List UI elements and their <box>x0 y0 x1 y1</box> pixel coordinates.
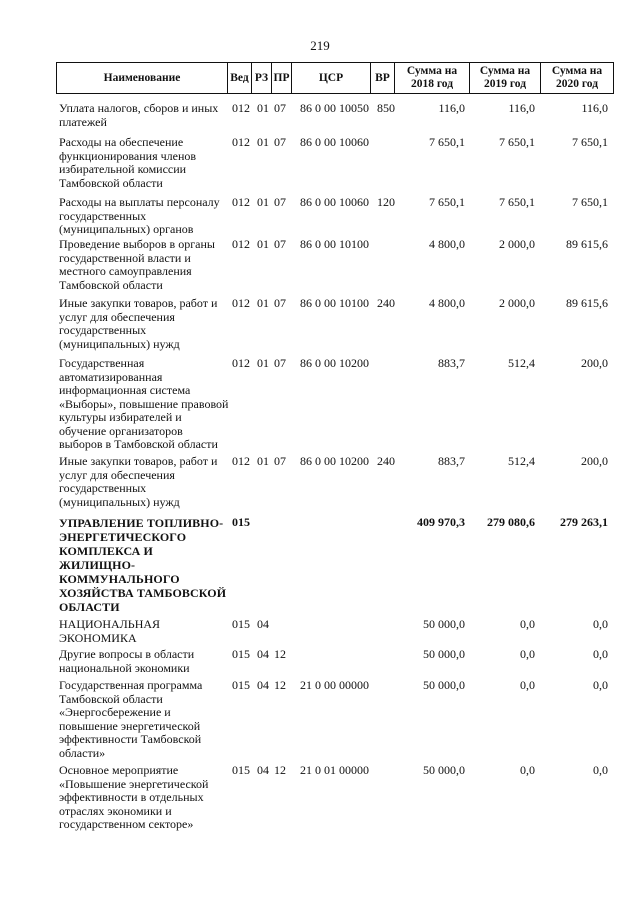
cell-csr: 21 0 00 00000 <box>300 678 369 692</box>
cell-ved: 012 <box>232 356 250 370</box>
cell-pr: 07 <box>274 454 286 468</box>
header-ved: Вед <box>228 63 252 93</box>
cell-pr: 12 <box>274 678 286 692</box>
cell-sum-2020: 0,0 <box>593 617 608 631</box>
table-header <box>56 62 614 94</box>
cell-name: УПРАВЛЕНИЕ ТОПЛИВНО-ЭНЕРГЕТИЧЕСКОГО КОМПЛЕКСА И ЖИЛИЩНО-КОММУНАЛЬНОГО ХОЗЯЙСТВА ТАМБОВСКОЙ ОБЛАСТИ <box>59 516 227 614</box>
cell-pr: 07 <box>274 296 286 310</box>
cell-ved: 015 <box>232 515 250 529</box>
cell-sum-2018: 50 000,0 <box>423 617 465 631</box>
cell-sum-2020: 0,0 <box>593 678 608 692</box>
cell-sum-2019: 7 650,1 <box>499 195 535 209</box>
cell-rz: 01 <box>257 454 269 468</box>
cell-rz: 04 <box>257 763 269 777</box>
cell-sum-2020: 7 650,1 <box>572 195 608 209</box>
cell-ved: 012 <box>232 237 250 251</box>
cell-sum-2020: 7 650,1 <box>572 135 608 149</box>
cell-rz: 01 <box>257 296 269 310</box>
page-number: 219 <box>310 38 330 53</box>
cell-rz: 01 <box>257 195 269 209</box>
cell-sum-2020: 200,0 <box>581 356 608 370</box>
cell-sum-2018: 7 650,1 <box>429 135 465 149</box>
cell-sum-2018: 4 800,0 <box>429 237 465 251</box>
cell-sum-2020: 200,0 <box>581 454 608 468</box>
header-rz: РЗ <box>252 63 272 93</box>
header-sum-2018: Сумма на 2018 год <box>395 63 470 93</box>
cell-sum-2020: 89 615,6 <box>566 296 608 310</box>
header-vr: ВР <box>371 63 395 93</box>
header-name: Наименование <box>57 63 228 93</box>
cell-name: Расходы на выплаты персоналу государственных (муниципальных) органов <box>59 195 220 236</box>
cell-sum-2020: 89 615,6 <box>566 237 608 251</box>
cell-sum-2020: 0,0 <box>593 763 608 777</box>
cell-ved: 015 <box>232 678 250 692</box>
cell-sum-2018: 4 800,0 <box>429 296 465 310</box>
cell-vr: 120 <box>377 195 395 209</box>
cell-sum-2018: 883,7 <box>438 454 465 468</box>
header-sum-2020: Сумма на 2020 год <box>551 65 603 90</box>
cell-csr: 86 0 00 10100 <box>300 237 369 251</box>
cell-name: Государственная автоматизированная информационная система «Выборы», повышение правовой культуры избирателей и обучение организаторов выборов в Тамбовской области <box>59 356 229 451</box>
cell-sum-2018: 50 000,0 <box>423 678 465 692</box>
cell-sum-2019: 0,0 <box>520 647 535 661</box>
cell-pr: 12 <box>274 647 286 661</box>
cell-name: Государственная программа Тамбовской области «Энергосбережение и повышение энергетической эффективности Тамбовской области» <box>59 678 203 760</box>
cell-rz: 04 <box>257 617 269 631</box>
cell-sum-2019: 2 000,0 <box>499 296 535 310</box>
cell-pr: 07 <box>274 237 286 251</box>
cell-pr: 07 <box>274 195 286 209</box>
cell-sum-2018: 883,7 <box>438 356 465 370</box>
cell-sum-2018: 50 000,0 <box>423 763 465 777</box>
cell-sum-2018: 409 970,3 <box>417 515 465 529</box>
cell-ved: 012 <box>232 195 250 209</box>
cell-sum-2019: 116,0 <box>508 101 535 115</box>
cell-name: Проведение выборов в органы государственной власти и местного самоуправления Тамбовской области <box>59 237 215 292</box>
cell-pr: 07 <box>274 356 286 370</box>
cell-sum-2019: 512,4 <box>508 454 535 468</box>
cell-pr: 12 <box>274 763 286 777</box>
cell-sum-2020: 279 263,1 <box>560 515 608 529</box>
cell-ved: 012 <box>232 454 250 468</box>
cell-name: Уплата налогов, сборов и иных платежей <box>59 101 219 129</box>
header-sum-2019: Сумма на 2019 год <box>470 63 541 93</box>
cell-sum-2019: 279 080,6 <box>487 515 535 529</box>
cell-name: НАЦИОНАЛЬНАЯ ЭКОНОМИКА <box>59 617 161 645</box>
cell-vr: 850 <box>377 101 395 115</box>
cell-ved: 015 <box>232 617 250 631</box>
header-pr: ПР <box>272 63 292 93</box>
cell-pr: 07 <box>274 135 286 149</box>
cell-rz: 01 <box>257 101 269 115</box>
cell-sum-2019: 2 000,0 <box>499 237 535 251</box>
cell-name: Иные закупки товаров, работ и услуг для обеспечения государственных (муниципальных) нужд <box>59 454 218 509</box>
header-csr: ЦСР <box>292 63 371 93</box>
cell-sum-2019: 0,0 <box>520 763 535 777</box>
cell-csr: 86 0 00 10200 <box>300 356 369 370</box>
cell-csr: 86 0 00 10060 <box>300 135 369 149</box>
cell-sum-2018: 50 000,0 <box>423 647 465 661</box>
cell-ved: 012 <box>232 101 250 115</box>
cell-rz: 01 <box>257 135 269 149</box>
cell-rz: 04 <box>257 678 269 692</box>
cell-sum-2019: 512,4 <box>508 356 535 370</box>
cell-sum-2019: 7 650,1 <box>499 135 535 149</box>
cell-name: Иные закупки товаров, работ и услуг для обеспечения государственных (муниципальных) нужд <box>59 296 218 351</box>
cell-sum-2020: 116,0 <box>581 101 608 115</box>
cell-rz: 01 <box>257 237 269 251</box>
cell-name: Основное мероприятие «Повышение энергетической эффективности в отдельных отраслях экономики и государственном секторе» <box>59 763 209 831</box>
cell-vr: 240 <box>377 296 395 310</box>
cell-sum-2018: 116,0 <box>438 101 465 115</box>
cell-name: Расходы на обеспечение функционирования членов избирательной комиссии Тамбовской области <box>59 135 197 190</box>
cell-csr: 21 0 01 00000 <box>300 763 369 777</box>
cell-ved: 012 <box>232 135 250 149</box>
cell-rz: 01 <box>257 356 269 370</box>
cell-rz: 04 <box>257 647 269 661</box>
cell-sum-2019: 0,0 <box>520 678 535 692</box>
cell-name: Другие вопросы в области национальной экономики <box>59 647 195 675</box>
cell-ved: 015 <box>232 763 250 777</box>
cell-csr: 86 0 00 10060 <box>300 195 369 209</box>
cell-csr: 86 0 00 10200 <box>300 454 369 468</box>
cell-sum-2019: 0,0 <box>520 617 535 631</box>
cell-sum-2020: 0,0 <box>593 647 608 661</box>
cell-csr: 86 0 00 10100 <box>300 296 369 310</box>
cell-pr: 07 <box>274 101 286 115</box>
cell-ved: 012 <box>232 296 250 310</box>
cell-sum-2018: 7 650,1 <box>429 195 465 209</box>
cell-csr: 86 0 00 10050 <box>300 101 369 115</box>
cell-ved: 015 <box>232 647 250 661</box>
cell-vr: 240 <box>377 454 395 468</box>
